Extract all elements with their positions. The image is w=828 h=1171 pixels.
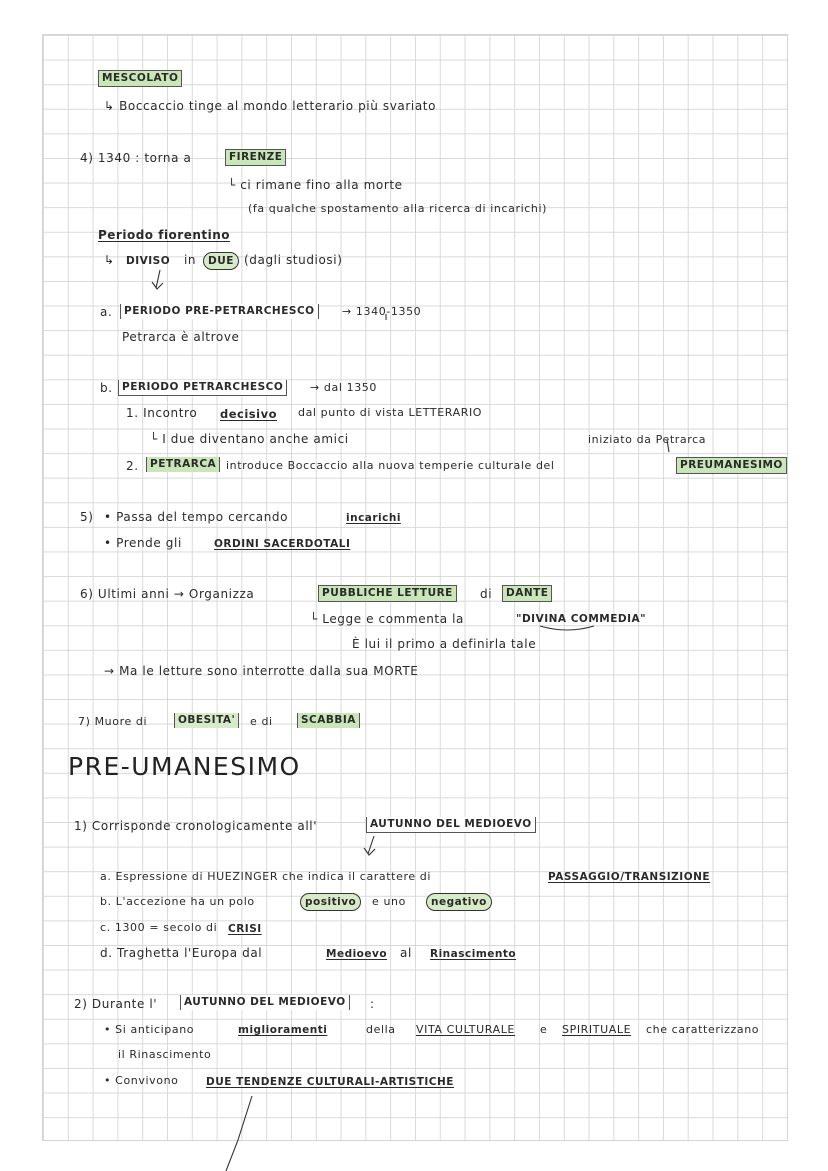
p2-item2: • Convivono	[104, 1074, 179, 1087]
s5-ordini: ORDINI SACERDOTALI	[214, 538, 351, 550]
scabbia-highlight: SCABBIA	[297, 713, 360, 728]
b1-post: dal punto di vista LETTERARIO	[298, 406, 483, 419]
e-text: e	[540, 1023, 548, 1036]
spirituale: SPIRITUALE	[562, 1023, 632, 1036]
section-6-label: 6) Ultimi anni → Organizza	[80, 587, 255, 601]
p2-colon: :	[370, 997, 375, 1011]
p2-label: 2) Durante l'	[74, 997, 158, 1011]
della-text: della	[366, 1023, 396, 1036]
arrow-down-icon	[152, 270, 163, 289]
long-stroke-icon	[226, 1096, 252, 1171]
b2-num: 2.	[126, 459, 139, 473]
p1-label: 1) Corrisponde cronologicamente all'	[74, 819, 318, 833]
petrarca-highlight: PETRARCA	[146, 457, 220, 472]
petrarca-altrove: Petrarca è altrove	[122, 330, 240, 344]
section-7-label: 7) Muore di	[78, 715, 148, 728]
negativo-oval: negativo	[426, 893, 492, 911]
p1-b-mid: e uno	[372, 895, 406, 908]
due-tendenze: DUE TENDENZE CULTURALI-ARTISTICHE	[206, 1076, 454, 1088]
pre-umanesimo-heading: PRE-UMANESIMO	[68, 752, 301, 781]
section-4-label: 4) 1340 : torna a	[80, 151, 192, 165]
b2-mid: introduce Boccaccio alla nuova temperie culturale del	[226, 459, 555, 472]
mescolato-highlight: MESCOLATO	[98, 70, 182, 87]
firenze-highlight: FIRENZE	[225, 149, 286, 166]
il-rinascimento: il Rinascimento	[118, 1048, 212, 1061]
arrow-down-icon-2	[364, 836, 375, 855]
di-text: di	[480, 587, 493, 601]
positivo-oval: positivo	[300, 893, 361, 911]
p2-item1: • Si anticipano	[104, 1023, 195, 1036]
p1-c: c. 1300 = secolo di	[100, 921, 218, 934]
iniziato-da-petrarca: iniziato da Petrarca	[588, 433, 707, 446]
autunno-medioevo-box-1: AUTUNNO DEL MEDIOEVO	[366, 817, 536, 833]
periodo-title: Periodo fiorentino	[98, 228, 231, 242]
in-text: in	[184, 253, 197, 267]
section-5-label: 5)	[80, 510, 94, 524]
primo-a-definirla: È lui il primo a definirla tale	[352, 637, 537, 651]
s5-item2: • Prende gli	[104, 536, 182, 550]
p1-a: a. Espressione di HUEZINGER che indica il carattere di	[100, 870, 432, 883]
e-di-text: e di	[250, 715, 273, 728]
underbrace-icon	[540, 626, 594, 630]
p1-b: b. L'accezione ha un polo	[100, 895, 255, 908]
divina-commedia: "DIVINA COMMEDIA"	[516, 613, 647, 625]
miglioramenti-text: miglioramenti	[238, 1024, 328, 1036]
firenze-sub2: (fa qualche spostamento alla ricerca di incarichi)	[248, 202, 548, 215]
b1-sub: └ I due diventano anche amici	[150, 432, 349, 446]
passaggio-transizione: PASSAGGIO/TRANSIZIONE	[548, 871, 711, 883]
diviso-arrow: ↳	[104, 253, 115, 267]
item-a-label: a.	[100, 305, 113, 319]
boccaccio-line: ↳ Boccaccio tinge al mondo letterario più svariato	[104, 99, 437, 113]
petrarchesco-box: PERIODO PETRARCHESCO	[118, 380, 287, 396]
al-text: al	[400, 946, 412, 960]
rinascimento-text: Rinascimento	[430, 948, 517, 960]
item-b-label: b.	[100, 381, 113, 395]
pointer-tick-icon	[667, 440, 669, 452]
petrarchesco-years: → dal 1350	[310, 381, 377, 394]
obesita-highlight: OBESITA'	[174, 713, 239, 728]
che-caratterizzano: che caratterizzano	[646, 1023, 760, 1036]
s5-item1: • Passa del tempo cercando	[104, 510, 289, 524]
pubbliche-letture-highlight: PUBBLICHE LETTURE	[318, 585, 457, 602]
due-oval: DUE	[203, 252, 239, 270]
b1-decisivo: decisivo	[220, 407, 277, 421]
medioevo-text: Medioevo	[326, 948, 388, 960]
letture-interrotte: → Ma le letture sono interrotte dalla sua MORTE	[104, 664, 419, 678]
firenze-sub1: └ ci rimane fino alla morte	[228, 178, 403, 192]
p1-d: d. Traghetta l'Europa dal	[100, 946, 263, 960]
b1-pre: 1. Incontro	[126, 406, 198, 420]
dagli-studiosi: (dagli studiosi)	[244, 253, 343, 267]
legge-commenta: └ Legge e commenta la	[310, 612, 464, 626]
diviso-text: DIVISO	[126, 255, 171, 267]
autunno-medioevo-box-2: AUTUNNO DEL MEDIOEVO	[180, 995, 350, 1010]
vita-culturale: VITA CULTURALE	[416, 1023, 515, 1036]
pre-petrarchesco-box: PERIODO PRE-PETRARCHESCO	[120, 304, 319, 319]
crisi-text: CRISI	[228, 923, 262, 935]
pre-petrarchesco-years: → 1340-1350	[342, 305, 422, 318]
s5-incarichi: incarichi	[346, 512, 401, 524]
preumanesimo-highlight: PREUMANESIMO	[676, 457, 787, 474]
dante-highlight: DANTE	[502, 585, 552, 602]
